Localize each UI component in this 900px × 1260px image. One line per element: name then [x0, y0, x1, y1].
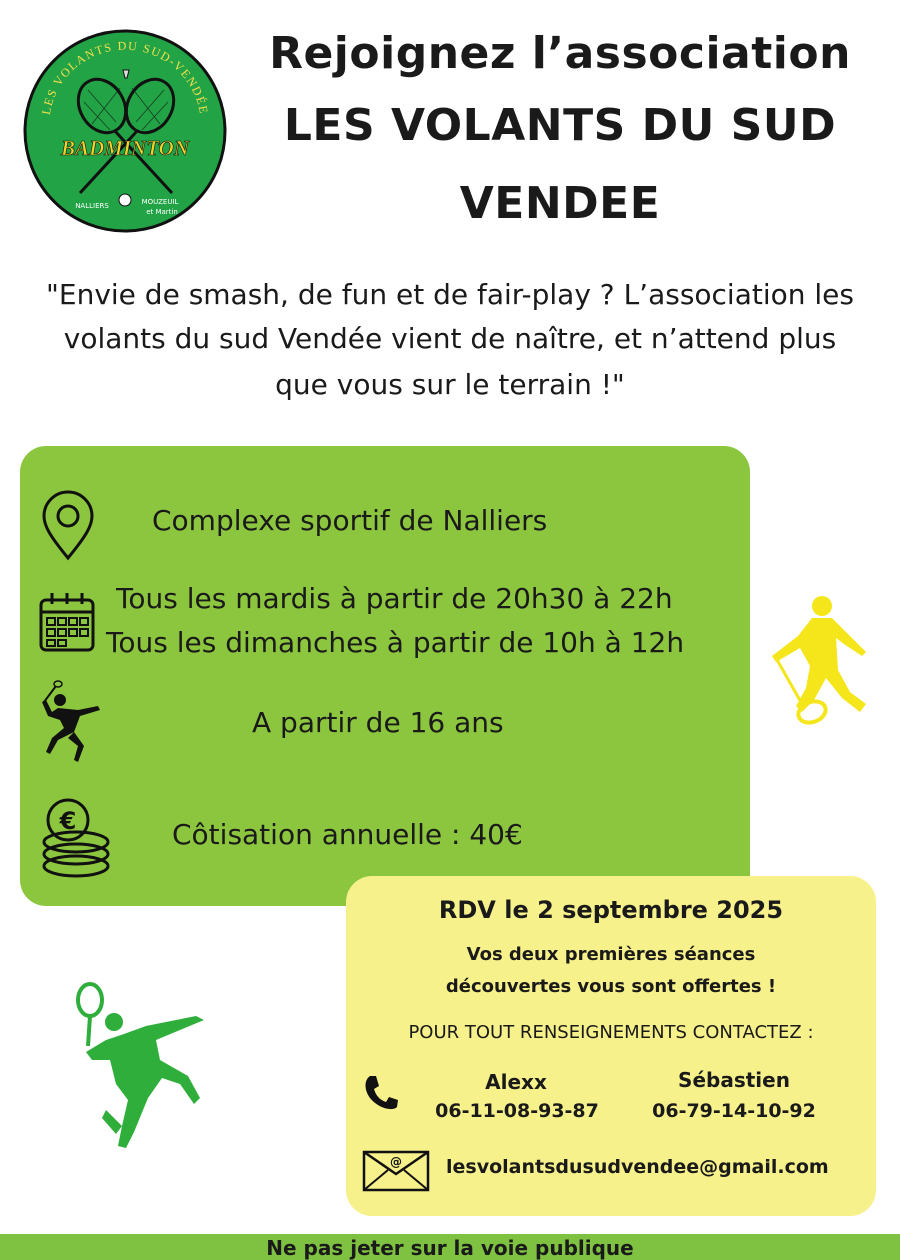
logo-center-text: BADMINTON: [61, 136, 189, 160]
location-pin-icon: [40, 490, 96, 562]
logo-left-text: NALLIERS: [75, 202, 109, 210]
footer-text: Ne pas jeter sur la voie publique: [266, 1236, 634, 1260]
contact-1-name: Alexx: [485, 1070, 547, 1094]
logo-ring-text: LES VOLANTS DU SUD-VENDÉE: [38, 38, 212, 116]
title-line-3: VENDEE: [459, 178, 661, 229]
coins-icon: [38, 796, 114, 880]
quote-line-2: volants du sud Vendée vient de naître, et n’attend plus: [63, 322, 837, 355]
contact-label: POUR TOUT RENSEIGNEMENTS CONTACTEZ :: [408, 1022, 814, 1043]
rdv-heading: RDV le 2 septembre 2025: [438, 896, 784, 924]
email-address[interactable]: lesvolantsdusudvendee@gmail.com: [446, 1156, 829, 1178]
schedule-line-2: Tous les dimanches à partir de 10h à 12h: [106, 626, 685, 659]
contact-1-phone: 06-11-08-93-87: [435, 1100, 599, 1122]
location-text: Complexe sportif de Nalliers: [152, 504, 548, 537]
title-line-1: Rejoignez l’association: [269, 28, 851, 79]
badminton-player-icon: [38, 680, 114, 766]
player-silhouette-green-icon: [76, 980, 218, 1156]
contact-2-name: Sébastien: [678, 1068, 790, 1092]
offer-line-1: Vos deux premières séances: [466, 944, 756, 965]
email-icon: [362, 1148, 430, 1192]
svg-text:@: @: [390, 1155, 402, 1169]
title-line-2: LES VOLANTS DU SUD: [283, 100, 837, 151]
phone-icon: [362, 1074, 398, 1112]
logo-right-text-2: et Martin: [146, 208, 178, 216]
fee-text: Côtisation annuelle : 40€: [172, 818, 523, 851]
player-silhouette-yellow-icon: [756, 592, 874, 732]
logo-right-text-1: MOUZEUIL: [141, 198, 179, 206]
quote-line-1: "Envie de smash, de fun et de fair-play ? L’association les: [46, 278, 854, 311]
schedule-line-1: Tous les mardis à partir de 20h30 à 22h: [116, 582, 673, 615]
offer-line-2: découvertes vous sont offertes !: [445, 976, 777, 997]
svg-text:€: €: [59, 807, 77, 835]
crest-icon: [119, 194, 131, 206]
quote-line-3: que vous sur le terrain !": [275, 368, 625, 401]
footer-bar: [0, 1234, 900, 1260]
calendar-icon: [38, 590, 96, 654]
age-text: A partir de 16 ans: [252, 706, 504, 739]
club-logo: [22, 28, 228, 234]
contact-2-phone: 06-79-14-10-92: [652, 1100, 816, 1122]
